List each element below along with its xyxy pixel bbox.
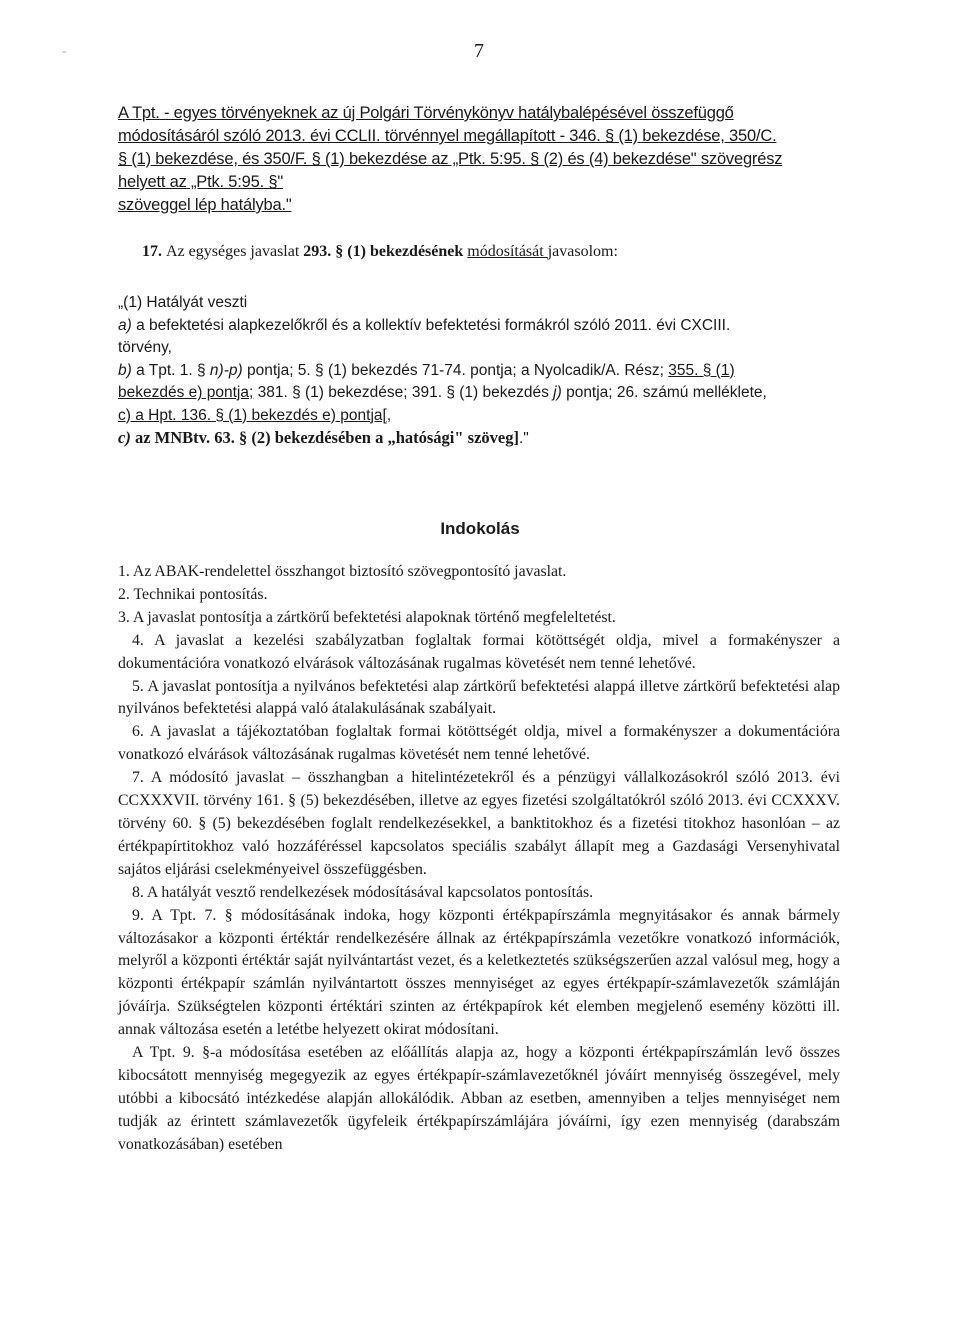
text-line: módosításáról szóló 2013. évi CCLII. törvénnyel megállapított - 346. § (1) bekezdése, 350/C.	[118, 127, 777, 145]
item-bold-ref: 293. § (1) bekezdésének	[303, 243, 468, 260]
reason-paragraph: 5. A javaslat pontosítja a nyilvános befektetési alap zártkörű befektetési alappá illetve zártkörű befektetési alap nyilvános befektetési alappá való átalakulásának szabályait.	[118, 677, 840, 718]
item-17-heading	[142, 243, 842, 261]
reason-paragraph: 2. Technikai pontosítás.	[118, 585, 268, 603]
reason-paragraph: 1. Az ABAK-rendelettel összhangot biztosító szövegpontosító javaslat.	[118, 563, 567, 580]
margin-mark: -	[62, 44, 67, 59]
text-line: szöveggel lép hatályba."	[118, 196, 292, 214]
reason-paragraph: 4. A javaslat a kezelési szabályzatban foglaltak formai kötöttségét oldja, mivel a formakényszer a dokumentációra vonatkozó elvárások változásának rugalmas követését nem tenné lehetővé.	[118, 631, 840, 672]
amend-line: „(1) Hatályát veszti	[118, 294, 248, 311]
item-underlined: módosítását	[467, 243, 548, 260]
reason-paragraph: 7. A módosító javaslat – összhangban a hitelintézetekről és a pénzügyi vállalkozásokról szóló 2013. évi CCXXXVII. törvény 161. § (5) bekezdésében, illetve az egyes fizetési szolgáltatókról szóló 2013. évi CCXXXV. törvény 60. § (5) bekezdésében foglalt rendelkezésekkel, a banktitokhoz és a fizetési titokhoz hasonlóan – az értékpapírtitokhoz való hozzáféréssel kapcsolatos speciális szabályt állapít meg a Gazdasági Versenyhivatal sajátos eljárási cselekményeivel összefüggésben.	[118, 769, 840, 878]
reason-paragraph: 8. A hatályát vesztő rendelkezések módosításával kapcsolatos pontosítás.	[132, 883, 594, 901]
reason-paragraph: 6. A javaslat a tájékoztatóban foglaltak formai kötöttségét oldja, mivel a formakényszer a dokumentációra vonatkozó elvárások változásának rugalmas követését nem tenné lehetővé.	[118, 723, 840, 764]
item-text: Az egységes javaslat	[166, 243, 304, 260]
text-line: § (1) bekezdése, és 350/F. § (1) bekezdése az „Ptk. 5:95. § (2) és (4) bekezdése" szövegrész	[118, 150, 783, 168]
section-heading: Indokolás	[440, 519, 520, 538]
amendment-proposal	[118, 292, 848, 451]
reason-paragraph: 3. A javaslat pontosítja a zártkörű befektetési alapoknak történő megfeleltetést.	[118, 608, 616, 626]
amend-line: c) a Hpt. 136. § (1) bekezdés e) pontja[,	[118, 406, 392, 424]
page-number: 7	[474, 40, 484, 62]
reason-paragraph: 9. A Tpt. 7. § módosításának indoka, hogy központi értékpapírszámla megnyitásakor és annak bármely változásakor a központi értéktár rendelkezésére állnak az értékpapírszámla vezetőkre vonatkozó információk, melyről a központi értéktár saját nyilvántartást vezet, és a keletkeztetés szükségszerűen azzal valósul meg, hogy a központi értékpapír számlán nyilvántartott összes mennyiséget az egyes értékpapír-számlavezetők számláján jóváírja. Szükségtelen központi értéktári szinten az értékpapírok két elemben megjelenő esemény közötti ill. annak változása esetén a letétbe helyezett okirat módosítani.	[118, 906, 840, 1039]
amend-line: c) az MNBtv. 63. § (2) bekezdésében a „hatósági" szöveg]."	[118, 428, 529, 447]
item-number: 17.	[142, 243, 166, 260]
amend-line: bekezdés e) pontja; 381. § (1) bekezdése; 391. § (1) bekezdés j) pontja; 26. számú melléklete,	[118, 384, 767, 401]
text-line: helyett az „Ptk. 5:95. §"	[118, 173, 284, 191]
reasoning-body	[118, 561, 840, 1157]
amendment-text-block	[118, 102, 848, 217]
amend-line: törvény,	[118, 339, 172, 356]
amend-line: b) a Tpt. 1. § n)-p) pontja; 5. § (1) bekezdés 71-74. pontja; a Nyolcadik/A. Rész; 355. § (1)	[118, 361, 735, 379]
amend-line: a) a befektetési alapkezelőkről és a kollektív befektetési formákról szóló 2011. évi CXCIII.	[118, 316, 731, 334]
item-text-end: javasolom:	[547, 243, 618, 260]
text-line: A Tpt. - egyes törvényeknek az új Polgári Törvénykönyv hatálybalépésével összefüggő	[118, 104, 734, 122]
reason-paragraph: A Tpt. 9. §-a módosítása esetében az előállítás alapja az, hogy a központi értékpapírszámlán levő összes kibocsátott mennyiség megegyezik az egyes értékpapír-számlavezetőknél jóváírt mennyiség összegével, mely utóbbi a kibocsátó intézkedése alapján allokálódik. Abban az esetben, amennyiben a teljes mennyiséget nem tudják az érintett számlavezetők ügyfeleik értékpapírszámlájára jóváírni, így ezen mennyiség (darabszám vonatkozásában) esetében	[118, 1044, 840, 1153]
